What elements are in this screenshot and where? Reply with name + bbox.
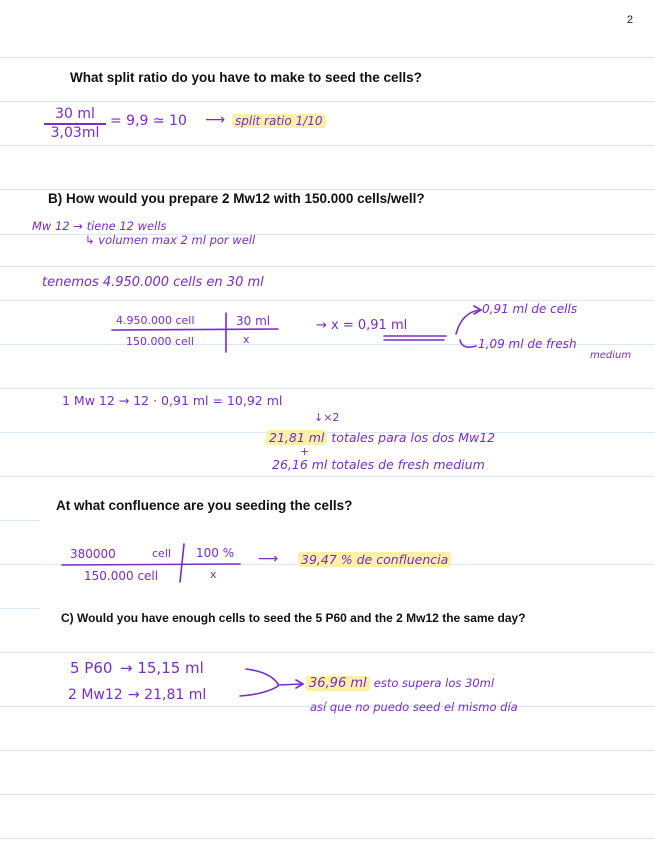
conf-result: 39,47 % de confluencia xyxy=(298,552,451,567)
calc-x2: ↓×2 xyxy=(314,411,340,424)
split-numerator: 30 ml xyxy=(55,106,95,122)
question-c-text: C) Would you have enough cells to seed the 5 P60 and the 2 Mw12 the same day? xyxy=(61,611,526,625)
page-number: 2 xyxy=(626,14,633,26)
final-p60: 5 P60 xyxy=(70,659,113,677)
calc-plus: + xyxy=(300,445,310,458)
split-ratio-highlight: split ratio 1/10 xyxy=(232,114,326,128)
conf-bottom-right: x xyxy=(210,568,217,581)
calc-line: 1 Mw 12 → 12 · 0,91 ml = 10,92 ml xyxy=(62,393,283,408)
conf-arrow-icon: ⟶ xyxy=(258,551,279,567)
question-b: B) How would you prepare 2 Mw12 with 150.000 cells/well? xyxy=(48,191,425,206)
conf-top-left: 380000 xyxy=(70,547,116,561)
conf-top-mid: cell xyxy=(152,547,171,560)
split-arrow-icon: ⟶ xyxy=(205,112,226,128)
rule3-bottom-left: 150.000 cell xyxy=(126,335,194,348)
rule3-fraction-line xyxy=(112,329,278,330)
final-brace-bottom xyxy=(240,686,278,696)
final-conclusion: así que no puedo seed el mismo día xyxy=(310,700,518,714)
conf-divider-line xyxy=(180,544,184,582)
rule3-branch-medium-2: medium xyxy=(590,350,632,361)
calc-total-cells: 21,81 ml xyxy=(266,430,327,445)
rule3-branch-curve-down xyxy=(460,340,476,347)
split-result: = 9,9 ≃ 10 xyxy=(110,113,187,129)
final-mw12: 2 Mw12 xyxy=(68,687,123,703)
conf-fraction-line xyxy=(62,564,240,565)
final-mw12-val: → 21,81 ml xyxy=(128,687,207,703)
final-arrow xyxy=(278,684,302,685)
mw12-volume-line: ↳ volumen max 2 ml por well xyxy=(85,233,256,247)
rule3-top-left: 4.950.000 cell xyxy=(116,314,195,327)
calc-total-medium: 26,16 ml totales de fresh medium xyxy=(272,457,485,472)
final-sum: 36,96 ml xyxy=(306,676,370,691)
rule3-top-right: 30 ml xyxy=(236,314,271,328)
rule3-result: → x = 0,91 ml xyxy=(316,318,408,333)
rule3-result-underline xyxy=(384,336,446,340)
question-confluence: At what confluence are you seeding the cells? xyxy=(56,498,353,513)
split-denominator: 3,03ml xyxy=(44,123,106,141)
conf-top-right: 100 % xyxy=(196,546,235,560)
calc-total-cells-text: totales para los dos Mw12 xyxy=(331,430,496,445)
rule3-branch-medium: 1,09 ml de fresh xyxy=(478,337,577,351)
rule3-branch-cells: 0,91 ml de cells xyxy=(482,302,578,316)
final-p60-val: → 15,15 ml xyxy=(120,659,204,677)
final-sum-text: esto supera los 30ml xyxy=(373,676,495,690)
question-split-ratio: What split ratio do you have to make to seed the cells? xyxy=(70,70,422,85)
conf-bottom-left: 150.000 cell xyxy=(84,569,159,583)
tenemos-line: tenemos 4.950.000 cells en 30 ml xyxy=(42,275,264,290)
rule3-branch-curve-up xyxy=(456,310,480,334)
rule3-bottom-right: x xyxy=(243,333,250,346)
final-brace-top xyxy=(246,669,278,684)
mw12-wells-line: Mw 12 → tiene 12 wells xyxy=(32,219,167,233)
